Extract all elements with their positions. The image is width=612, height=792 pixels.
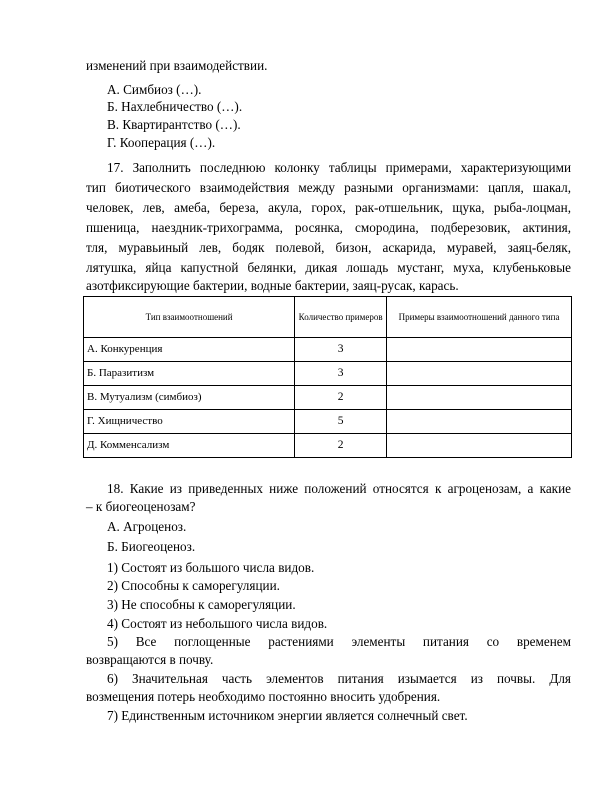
text-line: изменений при взаимодействии. — [86, 58, 268, 73]
table-row — [84, 386, 572, 410]
option-line: В. Квартирантство (…). — [107, 117, 241, 132]
cell-type: Б. Паразитизм — [84, 362, 295, 386]
cell-count: 3 — [295, 338, 387, 362]
header-count: Количество примеров — [295, 297, 387, 338]
question-17-line: лятушка, яйца капустной белянки, дикая лошадь мустанг, муха, клубеньковые — [86, 260, 571, 275]
cell-examples — [387, 362, 572, 386]
statement-line: 3) Не способны к саморегуляции. — [107, 597, 296, 612]
question-17-line: человек, лев, амеба, береза, акула, горох, рак-отшельник, щука, рыба-лоцман, — [86, 200, 571, 215]
option-line: Б. Нахлебничество (…). — [107, 99, 243, 114]
header-examples: Примеры взаимоотношений данного типа — [387, 297, 572, 338]
cell-count: 2 — [295, 386, 387, 410]
table-row — [84, 434, 572, 458]
cell-count: 5 — [295, 410, 387, 434]
cell-type: В. Мутуализм (симбиоз) — [84, 386, 295, 410]
table-row — [84, 410, 572, 434]
table-row — [84, 338, 572, 362]
cell-examples — [387, 434, 572, 458]
statement-line: возвращаются в почву. — [86, 652, 214, 667]
cell-count: 3 — [295, 362, 387, 386]
cell-type: Д. Комменсализм — [84, 434, 295, 458]
statement-line: 2) Способны к саморегуляции. — [107, 578, 280, 593]
cell-type: А. Конкуренция — [84, 338, 295, 362]
table-row — [84, 362, 572, 386]
option-line: А. Агроценоз. — [107, 519, 187, 534]
question-17-line: тля, муравьиный лев, бодяк полевой, бизон, аскарида, муравей, заяц-беляк, — [86, 240, 571, 255]
statement-line: 5) Все поглощенные растениями элементы питания со временем — [107, 634, 571, 649]
question-17-line: тип биотического взаимодействия между разными организмами: цапля, шакал, — [86, 180, 571, 195]
cell-examples — [387, 410, 572, 434]
question-18-line: 18. Какие из приведенных ниже положений относятся к агроценозам, а какие — [107, 481, 571, 496]
statement-line: возмещения потерь необходимо постоянно вносить удобрения. — [86, 689, 441, 704]
question-17-line: азотфиксирующие бактерии, водные бактерии, заяц-русак, карась. — [86, 278, 459, 293]
option-line: Г. Кооперация (…). — [107, 135, 216, 150]
question-17-line: пшеница, наездник-трихограмма, росянка, смородина, подберезовик, актиния, — [86, 220, 571, 235]
cell-examples — [387, 338, 572, 362]
question-18-line: – к биогеоценозам? — [86, 499, 196, 514]
statement-line: 6) Значительная часть элементов питания изымается из почвы. Для — [107, 671, 571, 686]
cell-type: Г. Хищничество — [84, 410, 295, 434]
option-line: Б. Биогеоценоз. — [107, 539, 196, 554]
option-line: А. Симбиоз (…). — [107, 82, 202, 97]
table-header-row — [84, 297, 572, 338]
cell-count: 2 — [295, 434, 387, 458]
statement-line: 4) Состоят из небольшого числа видов. — [107, 616, 328, 631]
relationship-table — [83, 296, 572, 458]
question-17-line: 17. Заполнить последнюю колонку таблицы примерами, характеризующими — [107, 160, 571, 175]
statement-line: 1) Состоят из большого числа видов. — [107, 560, 315, 575]
statement-line: 7) Единственным источником энергии является солнечный свет. — [107, 708, 468, 723]
header-type: Тип взаимоотношений — [84, 297, 295, 338]
cell-examples — [387, 386, 572, 410]
